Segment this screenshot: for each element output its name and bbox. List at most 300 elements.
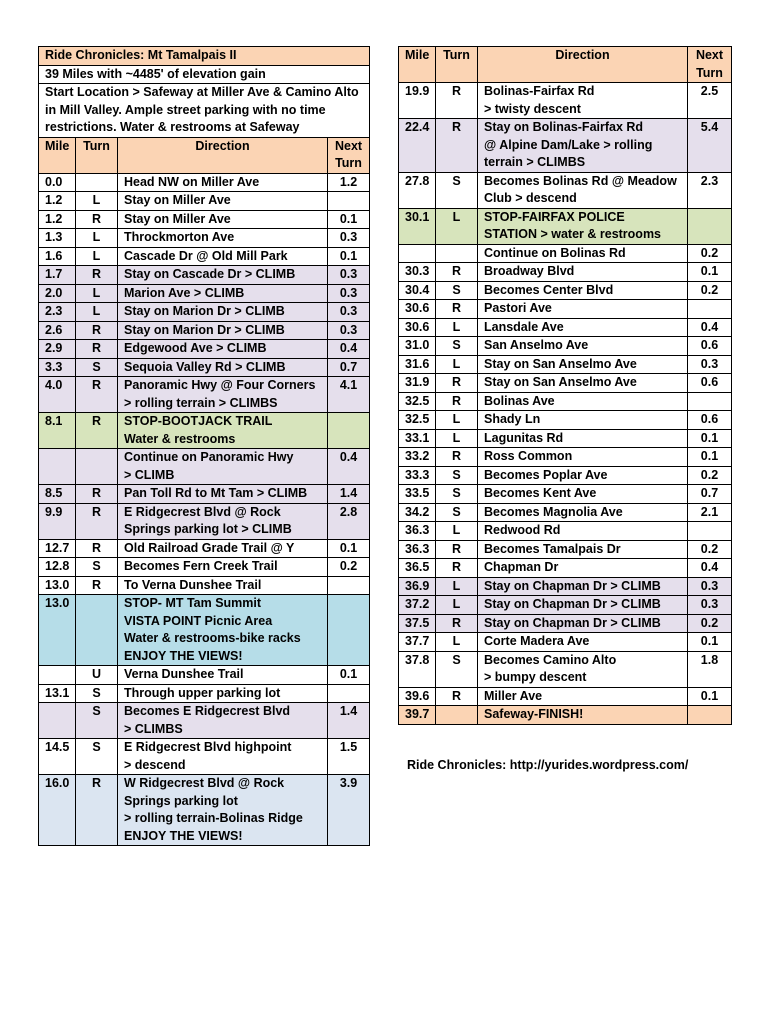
turn-cell: R — [76, 321, 118, 340]
mile-cell: 30.6 — [399, 300, 436, 319]
direction-line: Miller Ave — [484, 688, 543, 703]
next-turn-cell: 2.3 — [688, 172, 732, 208]
summary-row — [39, 65, 370, 84]
next-turn-cell — [328, 192, 370, 211]
turn-cell: L — [76, 247, 118, 266]
mile-cell: 22.4 — [399, 119, 436, 173]
direction-cell — [118, 775, 328, 846]
direction-cell — [118, 558, 328, 577]
direction-cell — [478, 651, 688, 687]
direction-line: > rolling terrain > CLIMBS — [124, 395, 278, 410]
direction-cell — [478, 706, 688, 725]
turn-cell: R — [76, 340, 118, 359]
turn-cell: S — [76, 703, 118, 739]
next-turn-cell: 2.1 — [688, 503, 732, 522]
cue-row — [399, 300, 732, 319]
direction-cell — [118, 229, 328, 248]
next-turn-cell: 0.1 — [688, 263, 732, 282]
cue-row — [39, 303, 370, 322]
cue-row — [399, 651, 732, 687]
mile-cell: 36.3 — [399, 522, 436, 541]
mile-cell: 1.2 — [39, 210, 76, 229]
direction-cell — [118, 303, 328, 322]
next-turn-cell: 1.4 — [328, 485, 370, 504]
turn-cell: R — [436, 263, 478, 282]
next-turn-cell: 0.3 — [328, 321, 370, 340]
turn-cell: L — [436, 318, 478, 337]
mile-cell: 37.5 — [399, 614, 436, 633]
mile-cell: 4.0 — [39, 377, 76, 413]
direction-line: ENJOY THE VIEWS! — [124, 648, 243, 663]
mile-cell: 37.8 — [399, 651, 436, 687]
turn-cell: R — [76, 377, 118, 413]
turn-cell — [76, 595, 118, 666]
direction-line: Corte Madera Ave — [484, 634, 590, 648]
direction-line: > CLIMB — [124, 467, 175, 482]
cue-row — [399, 466, 732, 485]
direction-cell — [118, 503, 328, 539]
turn-cell: L — [76, 284, 118, 303]
direction-line: Pastori Ave — [484, 301, 552, 315]
mile-cell: 30.1 — [399, 208, 436, 244]
title-row — [39, 47, 370, 66]
direction-line: STOP-FAIRFAX POLICE — [484, 209, 625, 224]
next-turn-cell — [688, 300, 732, 319]
direction-cell — [118, 210, 328, 229]
direction-line: Club > descend — [484, 191, 577, 205]
cue-row — [39, 321, 370, 340]
cue-row — [399, 559, 732, 578]
mile-cell — [39, 703, 76, 739]
mile-cell: 33.1 — [399, 429, 436, 448]
direction-cell — [118, 340, 328, 359]
mile-cell: 31.9 — [399, 374, 436, 393]
direction-cell — [478, 540, 688, 559]
next-turn-cell: 0.3 — [328, 284, 370, 303]
mile-cell: 37.7 — [399, 633, 436, 652]
direction-cell — [118, 703, 328, 739]
direction-line: Stay on San Anselmo Ave — [484, 356, 637, 371]
turn-cell: S — [436, 337, 478, 356]
mile-cell: 19.9 — [399, 83, 436, 119]
next-turn-cell: 0.3 — [328, 303, 370, 322]
mile-cell: 2.6 — [39, 321, 76, 340]
direction-line: Ross Common — [484, 449, 573, 463]
turn-column-header: Turn — [76, 137, 118, 173]
next-turn-column-header: Next Turn — [328, 137, 370, 173]
cue-row — [39, 173, 370, 192]
direction-line: > rolling terrain-Bolinas Ridge — [124, 811, 303, 825]
direction-line: Springs parking lot — [124, 793, 238, 808]
direction-cell — [478, 522, 688, 541]
mile-cell: 36.9 — [399, 577, 436, 596]
direction-cell — [118, 413, 328, 449]
column-header-row — [39, 137, 370, 173]
cue-row — [399, 633, 732, 652]
mile-cell: 3.3 — [39, 358, 76, 377]
direction-line: Becomes Camino Alto — [484, 652, 617, 667]
cue-row — [399, 83, 732, 119]
turn-cell: R — [76, 576, 118, 595]
direction-line: Lagunitas Rd — [484, 430, 564, 445]
cue-row — [399, 540, 732, 559]
direction-line: VISTA POINT Picnic Area — [124, 613, 273, 628]
cue-row — [399, 172, 732, 208]
turn-cell — [76, 449, 118, 485]
direction-line: STOP- MT Tam Summit — [124, 596, 262, 610]
turn-cell: L — [436, 633, 478, 652]
next-turn-cell: 0.3 — [688, 577, 732, 596]
next-turn-cell: 0.3 — [688, 596, 732, 615]
mile-cell: 2.0 — [39, 284, 76, 303]
direction-cell — [118, 684, 328, 703]
mile-cell — [399, 244, 436, 263]
direction-line: Bolinas Ave — [484, 393, 555, 408]
next-turn-cell: 0.3 — [328, 266, 370, 285]
direction-cell — [118, 192, 328, 211]
next-turn-cell: 4.1 — [328, 377, 370, 413]
next-turn-cell — [688, 706, 732, 725]
direction-line: Stay on San Anselmo Ave — [484, 375, 637, 389]
mile-cell — [39, 449, 76, 485]
cue-row — [39, 595, 370, 666]
direction-cell — [118, 247, 328, 266]
cue-row — [399, 392, 732, 411]
mile-cell: 12.8 — [39, 558, 76, 577]
turn-cell: L — [436, 411, 478, 430]
next-turn-cell: 0.2 — [688, 281, 732, 300]
turn-cell: S — [436, 172, 478, 208]
direction-line: Cascade Dr @ Old Mill Park — [124, 248, 288, 263]
cue-row — [39, 684, 370, 703]
cue-sheet-left — [38, 46, 370, 846]
cue-row — [39, 449, 370, 485]
mile-cell: 36.5 — [399, 559, 436, 578]
turn-cell: R — [436, 448, 478, 467]
next-turn-cell — [328, 576, 370, 595]
turn-cell: L — [436, 355, 478, 374]
next-turn-cell: 1.5 — [328, 739, 370, 775]
turn-cell: R — [76, 266, 118, 285]
mile-cell: 16.0 — [39, 775, 76, 846]
direction-line: San Anselmo Ave — [484, 338, 589, 352]
turn-cell: L — [76, 192, 118, 211]
next-turn-cell: 0.2 — [688, 540, 732, 559]
mile-cell — [39, 666, 76, 685]
cue-row — [399, 263, 732, 282]
mile-cell: 13.0 — [39, 595, 76, 666]
next-turn-cell: 0.1 — [328, 539, 370, 558]
direction-line: Old Railroad Grade Trail @ Y — [124, 540, 295, 555]
turn-cell: R — [436, 614, 478, 633]
turn-cell: L — [436, 429, 478, 448]
next-turn-cell: 0.6 — [688, 374, 732, 393]
next-turn-cell: 0.2 — [688, 614, 732, 633]
next-turn-cell: 0.2 — [328, 558, 370, 577]
turn-cell: R — [436, 540, 478, 559]
next-turn-cell: 0.1 — [328, 210, 370, 229]
mile-cell: 1.7 — [39, 266, 76, 285]
direction-line: Stay on Cascade Dr > CLIMB — [124, 267, 296, 281]
mile-cell: 31.6 — [399, 355, 436, 374]
direction-cell — [118, 321, 328, 340]
next-turn-cell: 0.6 — [688, 411, 732, 430]
direction-line: Verna Dunshee Trail — [124, 667, 244, 681]
next-turn-cell: 0.4 — [688, 559, 732, 578]
direction-line: > descend — [124, 757, 186, 772]
turn-cell: R — [76, 210, 118, 229]
cue-row — [39, 666, 370, 685]
direction-cell — [478, 577, 688, 596]
mile-cell: 36.3 — [399, 540, 436, 559]
cue-row — [39, 503, 370, 539]
direction-cell — [478, 263, 688, 282]
cue-row — [399, 687, 732, 706]
direction-cell — [118, 377, 328, 413]
direction-cell — [478, 355, 688, 374]
direction-cell — [478, 119, 688, 173]
turn-cell: U — [76, 666, 118, 685]
cue-row — [399, 119, 732, 173]
turn-cell — [436, 244, 478, 263]
direction-line: Sequoia Valley Rd > CLIMB — [124, 359, 286, 374]
cue-row — [399, 208, 732, 244]
turn-cell: R — [76, 539, 118, 558]
direction-line: Becomes Magnolia Ave — [484, 504, 623, 519]
next-turn-cell: 2.8 — [328, 503, 370, 539]
mile-cell: 13.0 — [39, 576, 76, 595]
direction-line: Becomes Bolinas Rd @ Meadow — [484, 173, 677, 188]
footer-credit: Ride Chronicles: http://yurides.wordpress.com/ — [407, 758, 689, 772]
mile-cell: 32.5 — [399, 411, 436, 430]
direction-cell — [118, 173, 328, 192]
mile-cell: 30.4 — [399, 281, 436, 300]
direction-line: Stay on Miller Ave — [124, 193, 231, 207]
direction-line: > twisty descent — [484, 101, 581, 116]
direction-line: Stay on Marion Dr > CLIMB — [124, 304, 285, 318]
next-turn-cell: 0.4 — [328, 340, 370, 359]
direction-cell — [478, 633, 688, 652]
mile-cell: 1.3 — [39, 229, 76, 248]
turn-cell: R — [436, 374, 478, 393]
mile-cell: 37.2 — [399, 596, 436, 615]
cue-row — [399, 374, 732, 393]
cue-row — [399, 281, 732, 300]
direction-line: Marion Ave > CLIMB — [124, 285, 245, 300]
direction-cell — [478, 596, 688, 615]
next-turn-cell — [688, 522, 732, 541]
direction-line: Water & restrooms — [124, 431, 236, 446]
direction-line: To Verna Dunshee Trail — [124, 577, 262, 592]
turn-cell: R — [76, 503, 118, 539]
cue-row — [39, 210, 370, 229]
next-turn-cell: 2.5 — [688, 83, 732, 119]
direction-line: Bolinas-Fairfax Rd — [484, 84, 595, 98]
direction-cell — [478, 281, 688, 300]
next-turn-cell — [328, 684, 370, 703]
direction-line: Becomes E Ridgecrest Blvd — [124, 704, 291, 718]
cue-sheet-right — [398, 46, 732, 725]
direction-line: Chapman Dr — [484, 560, 559, 574]
turn-cell: L — [436, 577, 478, 596]
direction-cell — [478, 83, 688, 119]
next-turn-cell: 3.9 — [328, 775, 370, 846]
direction-line: Continue on Panoramic Hwy — [124, 450, 294, 464]
next-turn-cell: 0.7 — [328, 358, 370, 377]
mile-cell: 2.3 — [39, 303, 76, 322]
direction-line: @ Alpine Dam/Lake > rolling — [484, 137, 653, 152]
mile-cell: 34.2 — [399, 503, 436, 522]
cue-row — [399, 503, 732, 522]
direction-cell — [118, 576, 328, 595]
mile-column-header: Mile — [39, 137, 76, 173]
next-turn-cell: 0.3 — [688, 355, 732, 374]
turn-cell: R — [76, 775, 118, 846]
turn-cell: S — [436, 281, 478, 300]
turn-cell: R — [76, 413, 118, 449]
turn-cell: S — [436, 485, 478, 504]
direction-line: Pan Toll Rd to Mt Tam > CLIMB — [124, 486, 308, 500]
direction-line: STOP-BOOTJACK TRAIL — [124, 414, 273, 428]
cue-row — [39, 413, 370, 449]
direction-line: Edgewood Ave > CLIMB — [124, 341, 267, 355]
next-turn-cell: 1.2 — [328, 173, 370, 192]
mile-cell: 33.5 — [399, 485, 436, 504]
direction-cell — [118, 666, 328, 685]
cue-row — [399, 577, 732, 596]
direction-line: STATION > water & restrooms — [484, 227, 662, 241]
direction-line: Through upper parking lot — [124, 685, 281, 700]
next-turn-cell: 0.1 — [688, 448, 732, 467]
mile-cell: 30.3 — [399, 263, 436, 282]
cue-row — [399, 411, 732, 430]
direction-column-header: Direction — [478, 47, 688, 83]
direction-cell — [118, 739, 328, 775]
cue-row — [39, 739, 370, 775]
turn-cell: R — [436, 119, 478, 173]
next-turn-column-header: Next Turn — [688, 47, 732, 83]
mile-cell: 13.1 — [39, 684, 76, 703]
cue-row — [399, 706, 732, 725]
turn-cell: S — [76, 358, 118, 377]
cue-row — [39, 247, 370, 266]
cue-row — [39, 703, 370, 739]
turn-cell: R — [436, 83, 478, 119]
direction-cell — [478, 687, 688, 706]
turn-column-header: Turn — [436, 47, 478, 83]
start-note-row — [39, 84, 370, 138]
next-turn-cell: 0.2 — [688, 466, 732, 485]
next-turn-cell: 0.4 — [688, 318, 732, 337]
turn-cell: S — [76, 684, 118, 703]
direction-line: Stay on Chapman Dr > CLIMB — [484, 578, 661, 593]
cue-row — [39, 539, 370, 558]
next-turn-cell: 0.1 — [328, 247, 370, 266]
direction-cell — [478, 300, 688, 319]
mile-cell: 14.5 — [39, 739, 76, 775]
direction-cell — [118, 595, 328, 666]
direction-line: Becomes Center Blvd — [484, 282, 614, 297]
next-turn-cell: 0.6 — [688, 337, 732, 356]
cue-row — [399, 448, 732, 467]
cue-row — [399, 244, 732, 263]
direction-cell — [118, 284, 328, 303]
cue-row — [39, 576, 370, 595]
direction-cell — [118, 358, 328, 377]
turn-cell: L — [436, 596, 478, 615]
cue-row — [39, 192, 370, 211]
cue-row — [399, 355, 732, 374]
direction-line: Panoramic Hwy @ Four Corners — [124, 378, 316, 392]
turn-cell: L — [76, 229, 118, 248]
turn-cell: R — [436, 687, 478, 706]
direction-line: Throckmorton Ave — [124, 230, 235, 244]
turn-cell — [76, 173, 118, 192]
direction-line: > bumpy descent — [484, 670, 587, 684]
mile-cell: 2.9 — [39, 340, 76, 359]
next-turn-cell: 0.7 — [688, 485, 732, 504]
turn-cell: S — [436, 651, 478, 687]
mile-cell: 12.7 — [39, 539, 76, 558]
cue-row — [399, 522, 732, 541]
cue-row — [39, 266, 370, 285]
direction-cell — [118, 485, 328, 504]
direction-cell — [478, 318, 688, 337]
mile-cell: 1.6 — [39, 247, 76, 266]
next-turn-cell: 0.1 — [688, 429, 732, 448]
turn-cell: S — [436, 503, 478, 522]
direction-cell — [478, 503, 688, 522]
turn-cell: L — [436, 522, 478, 541]
direction-line: Stay on Bolinas-Fairfax Rd — [484, 120, 644, 134]
direction-line: E Ridgecrest Blvd @ Rock — [124, 504, 281, 519]
direction-cell — [478, 466, 688, 485]
next-turn-cell: 0.1 — [688, 687, 732, 706]
direction-line: Stay on Chapman Dr > CLIMB — [484, 597, 661, 611]
column-header-row — [399, 47, 732, 83]
turn-cell: R — [436, 300, 478, 319]
mile-cell: 33.2 — [399, 448, 436, 467]
direction-line: Head NW on Miller Ave — [124, 174, 260, 189]
ride-title: Ride Chronicles: Mt Tamalpais II — [39, 47, 370, 66]
turn-cell: R — [436, 392, 478, 411]
mile-cell: 31.0 — [399, 337, 436, 356]
cue-row — [39, 558, 370, 577]
direction-cell — [478, 374, 688, 393]
direction-line: Stay on Marion Dr > CLIMB — [124, 322, 285, 337]
next-turn-cell: 0.2 — [688, 244, 732, 263]
next-turn-cell: 1.8 — [688, 651, 732, 687]
direction-cell — [478, 411, 688, 430]
cue-row — [39, 340, 370, 359]
direction-cell — [118, 539, 328, 558]
cue-row — [39, 358, 370, 377]
direction-line: Stay on Chapman Dr > CLIMB — [484, 615, 661, 630]
direction-line: Continue on Bolinas Rd — [484, 245, 626, 260]
next-turn-cell: 5.4 — [688, 119, 732, 173]
next-turn-cell: 1.4 — [328, 703, 370, 739]
turn-cell — [436, 706, 478, 725]
direction-line: Shady Ln — [484, 412, 541, 426]
turn-cell: R — [76, 485, 118, 504]
mile-cell: 39.6 — [399, 687, 436, 706]
direction-cell — [478, 429, 688, 448]
next-turn-cell — [688, 208, 732, 244]
direction-line: Safeway-FINISH! — [484, 707, 584, 721]
turn-cell: L — [436, 208, 478, 244]
cue-row — [399, 596, 732, 615]
mile-cell: 1.2 — [39, 192, 76, 211]
